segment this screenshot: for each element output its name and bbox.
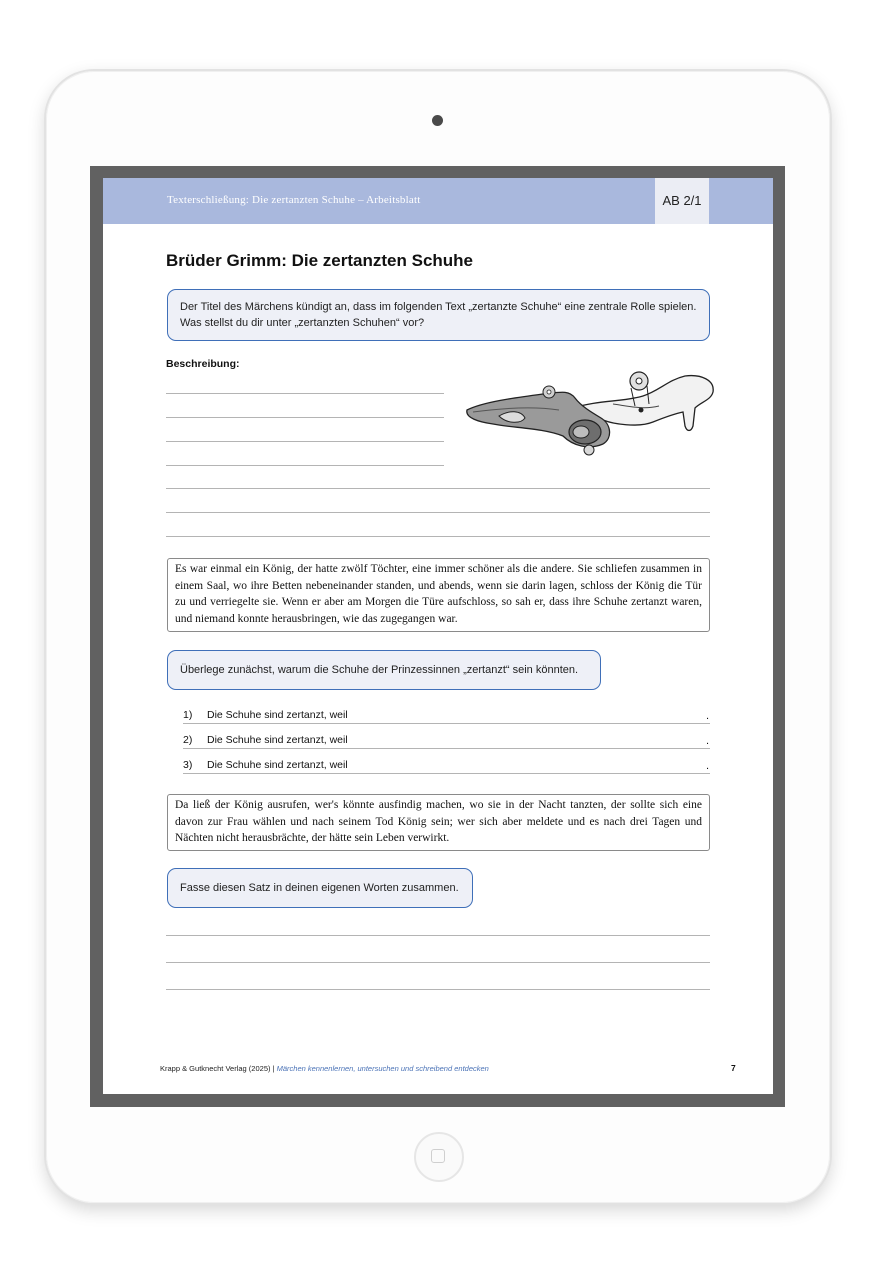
item-end: . xyxy=(706,710,710,722)
description-label: Beschreibung: xyxy=(166,358,240,370)
item-text: Die Schuhe sind zertanzt, weil xyxy=(207,709,348,721)
answer-line-2[interactable] xyxy=(183,748,710,749)
writing-line[interactable] xyxy=(166,441,444,442)
worksheet-code: AB 2/1 xyxy=(655,178,709,224)
home-button[interactable] xyxy=(414,1132,464,1182)
page-number: 7 xyxy=(731,1063,736,1073)
task-text-line2: Was stellst du dir unter „zertanzten Schuhen“ vor? xyxy=(180,317,425,329)
worksheet-page xyxy=(103,178,773,1094)
header-title: Texterschließung: Die zertanzten Schuhe – Arbeitsblatt xyxy=(167,194,421,206)
answer-line-1[interactable] xyxy=(183,723,710,724)
page-title: Brüder Grimm: Die zertanzten Schuhe xyxy=(166,251,474,270)
writing-line[interactable] xyxy=(166,512,710,513)
writing-line[interactable] xyxy=(166,962,710,963)
writing-line[interactable] xyxy=(166,417,444,418)
item-number: 1) xyxy=(183,709,193,721)
writing-line[interactable] xyxy=(166,488,710,489)
item-text: Die Schuhe sind zertanzt, weil xyxy=(207,759,348,771)
answer-item-2 xyxy=(183,734,348,746)
writing-line[interactable] xyxy=(166,465,444,466)
item-number: 3) xyxy=(183,759,193,771)
answer-item-1 xyxy=(183,709,348,721)
item-number: 2) xyxy=(183,734,193,746)
writing-line[interactable] xyxy=(166,935,710,936)
page-header xyxy=(103,178,773,224)
footer xyxy=(160,1064,489,1073)
fairy-tale-excerpt-2: Da ließ der König ausrufen, wer's könnte ausfindig machen, wo sie in der Nacht tanzten, der sollte sich eine davon zur Frau wählen und nach seinem Tod König sein; wer sich aber meldete und es nach drei Tagen und Nächten nicht herausbrächte, der hätte sein Leben verwirkt. xyxy=(167,794,710,851)
item-end: . xyxy=(706,735,710,747)
fairy-tale-excerpt-1: Es war einmal ein König, der hatte zwölf Töchter, eine immer schöner als die andere. Sie schliefen zusammen in einem Saal, wo ihre Betten nebeneinander standen, und abends, wenn sie darin lagen, schloss der König die Tür zu und verriegelte sie. Wenn er aber am Morgen die Türe aufschloss, so sah er, dass ihre Schuhe zertanzt waren, und niemand konnte herausbringen, wie das zugegangen war. xyxy=(167,558,710,632)
camera xyxy=(432,115,443,126)
task-box-summary: Fasse diesen Satz in deinen eigenen Worten zusammen. xyxy=(167,868,473,908)
footer-book-title: Märchen kennenlernen, untersuchen und schreibend entdecken xyxy=(276,1064,489,1073)
writing-line[interactable] xyxy=(166,989,710,990)
answer-line-3[interactable] xyxy=(183,773,710,774)
shoe-illustration xyxy=(463,366,719,476)
footer-publisher: Krapp & Gutknecht Verlag (2025) | xyxy=(160,1064,275,1073)
task-box-title xyxy=(167,289,710,341)
task-box-reasons: Überlege zunächst, warum die Schuhe der Prinzessinnen „zertanzt“ sein könnten. xyxy=(167,650,601,690)
writing-line[interactable] xyxy=(166,536,710,537)
task-text-line1: Der Titel des Märchens kündigt an, dass im folgenden Text „zertanzte Schuhe“ eine zentrale Rolle spielen. xyxy=(180,301,697,313)
answer-item-3 xyxy=(183,759,348,771)
item-end: . xyxy=(706,760,710,772)
writing-line[interactable] xyxy=(166,393,444,394)
item-text: Die Schuhe sind zertanzt, weil xyxy=(207,734,348,746)
